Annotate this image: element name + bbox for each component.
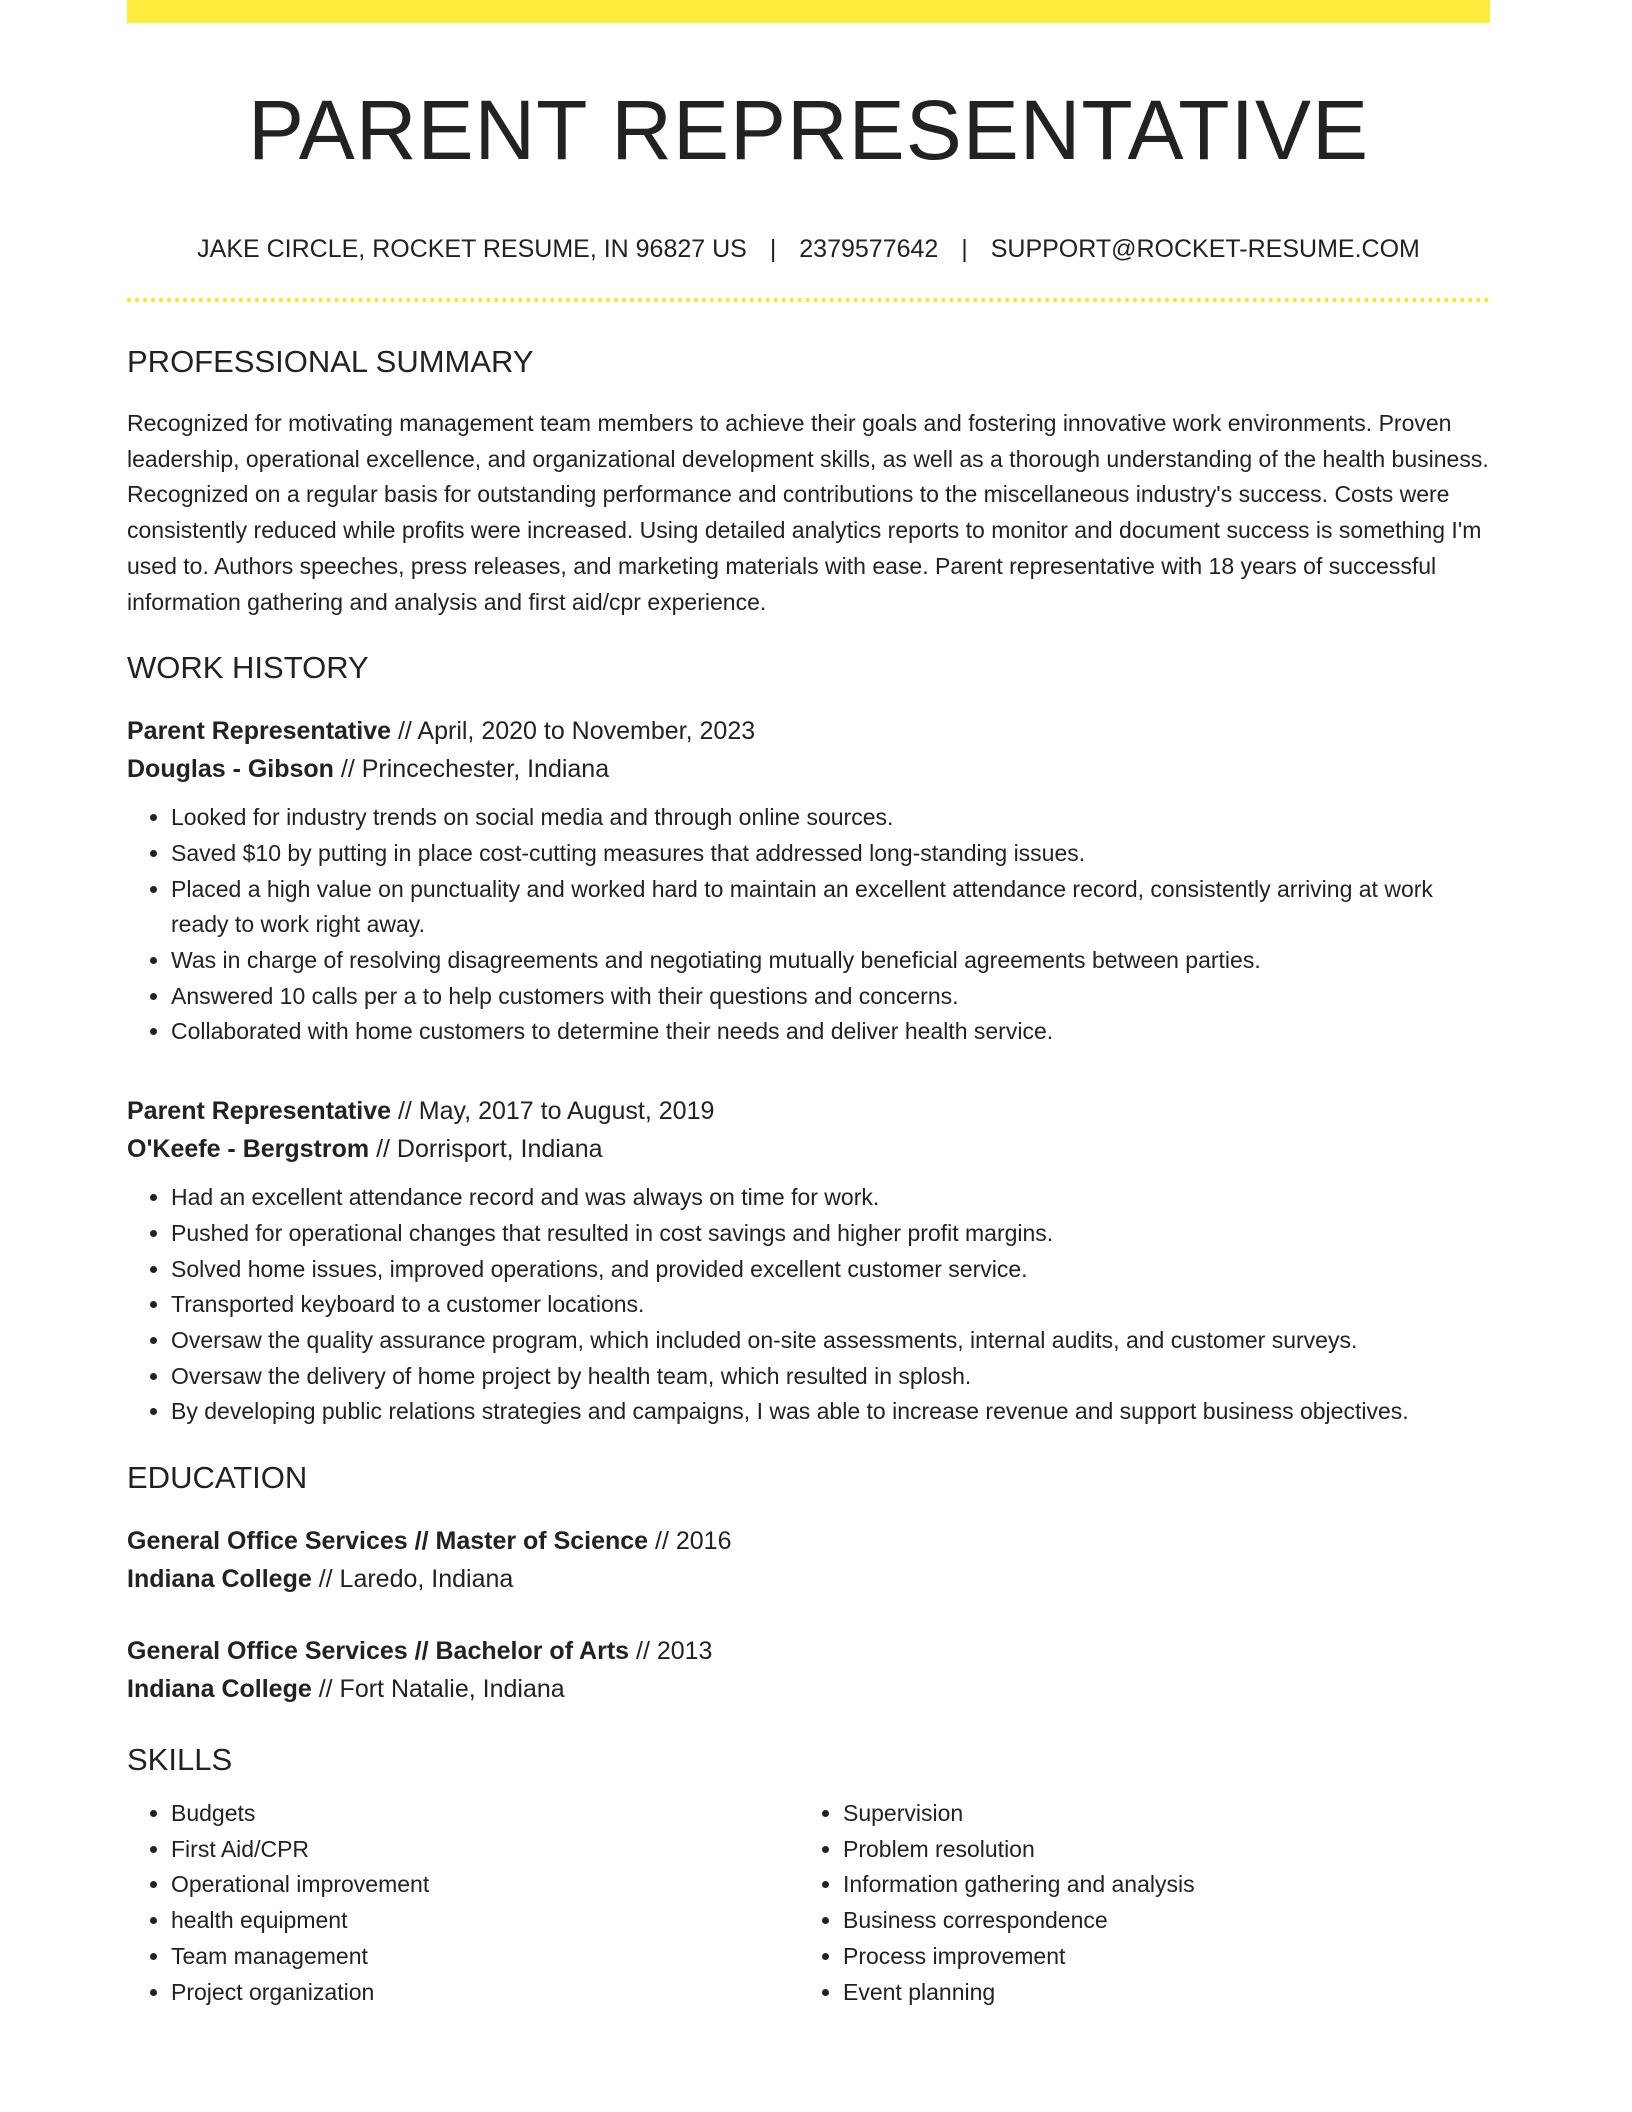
section-title-education: EDUCATION bbox=[127, 1460, 308, 1496]
contact-separator: | bbox=[961, 235, 968, 263]
job-position-line bbox=[127, 1092, 1490, 1130]
job-bullet: • Pushed for operational changes that resulted in cost savings and higher profit margins. bbox=[171, 1216, 1490, 1252]
job-dates: // May, 2017 to August, 2019 bbox=[391, 1097, 715, 1126]
education-degree-line bbox=[127, 1632, 1490, 1670]
job-location: // Princechester, Indiana bbox=[333, 755, 610, 784]
job-bullets bbox=[127, 1180, 1490, 1430]
section-title-work-history: WORK HISTORY bbox=[127, 650, 369, 686]
education-degree: General Office Services // Master of Science bbox=[127, 1527, 649, 1556]
skill-item: • Budgets bbox=[171, 1796, 799, 1832]
education-entry bbox=[127, 1632, 1490, 1708]
skills-grid bbox=[127, 1796, 1490, 2010]
education-school: Indiana College bbox=[127, 1565, 312, 1594]
skill-item: • Process improvement bbox=[843, 1939, 1471, 1975]
skill-item: • Problem resolution bbox=[843, 1832, 1471, 1868]
summary-text: Recognized for motivating management team members to achieve their goals and fostering innovative work environments. Proven leadership, operational excellence, and organizational development skills, as well as a thorough understanding of the health business. Recognized on a regular basis for outstanding performance and contributions to the miscellaneous industry's success. Costs were consistently reduced while profits were increased. Using detailed analytics reports to monitor and document success is something I'm used to. Authors speeches, press releases, and marketing materials with ease. Parent representative with 18 years of successful information gathering and analysis and first aid/cpr experience. bbox=[127, 410, 1489, 615]
education-location: // Fort Natalie, Indiana bbox=[311, 1675, 565, 1704]
education-year: // 2016 bbox=[648, 1527, 732, 1556]
education-school-line bbox=[127, 1670, 1490, 1708]
skill-item: • Operational improvement bbox=[171, 1867, 799, 1903]
job-entry bbox=[127, 712, 1490, 1050]
job-position: Parent Representative bbox=[127, 1097, 392, 1126]
skills-column-left bbox=[127, 1796, 799, 2010]
dotted-divider bbox=[127, 298, 1490, 302]
job-bullet: • Saved $10 by putting in place cost-cutting measures that addressed long-standing issues. bbox=[171, 836, 1490, 872]
skill-item: • Event planning bbox=[843, 1975, 1471, 2011]
education-location: // Laredo, Indiana bbox=[311, 1565, 514, 1594]
education-school-line bbox=[127, 1560, 1490, 1598]
education-year: // 2013 bbox=[629, 1637, 713, 1666]
job-bullet: • Collaborated with home customers to determine their needs and deliver health service. bbox=[171, 1014, 1490, 1050]
job-company: Douglas - Gibson bbox=[127, 755, 334, 784]
job-position: Parent Representative bbox=[127, 717, 392, 746]
job-company-line bbox=[127, 1130, 1490, 1168]
resume-content bbox=[127, 0, 1490, 2010]
skill-item: • health equipment bbox=[171, 1903, 799, 1939]
job-bullet: • Had an excellent attendance record and was always on time for work. bbox=[171, 1180, 1490, 1216]
job-bullet: • Looked for industry trends on social media and through online sources. bbox=[171, 800, 1490, 836]
job-header bbox=[127, 1092, 1490, 1168]
job-dates: // April, 2020 to November, 2023 bbox=[391, 717, 756, 746]
job-company: O'Keefe - Bergstrom bbox=[127, 1135, 370, 1164]
skill-item: • Business correspondence bbox=[843, 1903, 1471, 1939]
skill-item: • Project organization bbox=[171, 1975, 799, 2011]
education-entry bbox=[127, 1522, 1490, 1598]
contact-address: JAKE CIRCLE, ROCKET RESUME, IN 96827 US bbox=[197, 235, 747, 263]
job-entry bbox=[127, 1092, 1490, 1430]
candidate-name: PARENT REPRESENTATIVE bbox=[248, 83, 1369, 177]
skill-item: • Information gathering and analysis bbox=[843, 1867, 1471, 1903]
skill-item: • Team management bbox=[171, 1939, 799, 1975]
contact-email: SUPPORT@ROCKET-RESUME.COM bbox=[990, 235, 1420, 263]
job-position-line bbox=[127, 712, 1490, 750]
contact-separator: | bbox=[769, 235, 777, 263]
skill-item: • First Aid/CPR bbox=[171, 1832, 799, 1868]
job-bullet: • Oversaw the delivery of home project by health team, which resulted in splosh. bbox=[171, 1359, 1490, 1395]
job-bullet: • By developing public relations strategies and campaigns, I was able to increase revenue and support business objectives. bbox=[171, 1394, 1490, 1430]
job-bullet: • Oversaw the quality assurance program, which included on-site assessments, internal audits, and customer surveys. bbox=[171, 1323, 1490, 1359]
job-bullet: • Was in charge of resolving disagreements and negotiating mutually beneficial agreements between parties. bbox=[171, 943, 1490, 979]
section-title-summary: PROFESSIONAL SUMMARY bbox=[127, 344, 534, 379]
skills-column-right bbox=[799, 1796, 1471, 2010]
job-bullet: • Answered 10 calls per a to help customers with their questions and concerns. bbox=[171, 979, 1490, 1015]
job-location: // Dorrisport, Indiana bbox=[369, 1135, 603, 1164]
job-company-line bbox=[127, 750, 1490, 788]
job-bullet: • Solved home issues, improved operations, and provided excellent customer service. bbox=[171, 1252, 1490, 1288]
contact-phone: 2379577642 bbox=[799, 235, 939, 263]
section-title-skills: SKILLS bbox=[127, 1742, 233, 1778]
education-degree-line bbox=[127, 1522, 1490, 1560]
job-bullet: • Transported keyboard to a customer locations. bbox=[171, 1287, 1490, 1323]
job-header bbox=[127, 712, 1490, 788]
education-degree: General Office Services // Bachelor of Arts bbox=[127, 1637, 630, 1666]
contact-line bbox=[127, 234, 1490, 264]
skill-item: • Supervision bbox=[843, 1796, 1471, 1832]
education-school: Indiana College bbox=[127, 1675, 312, 1704]
job-bullets bbox=[127, 800, 1490, 1050]
job-bullet: • Placed a high value on punctuality and worked hard to maintain an excellent attendance record, consistently arriving at work ready to work right away. bbox=[171, 872, 1490, 943]
